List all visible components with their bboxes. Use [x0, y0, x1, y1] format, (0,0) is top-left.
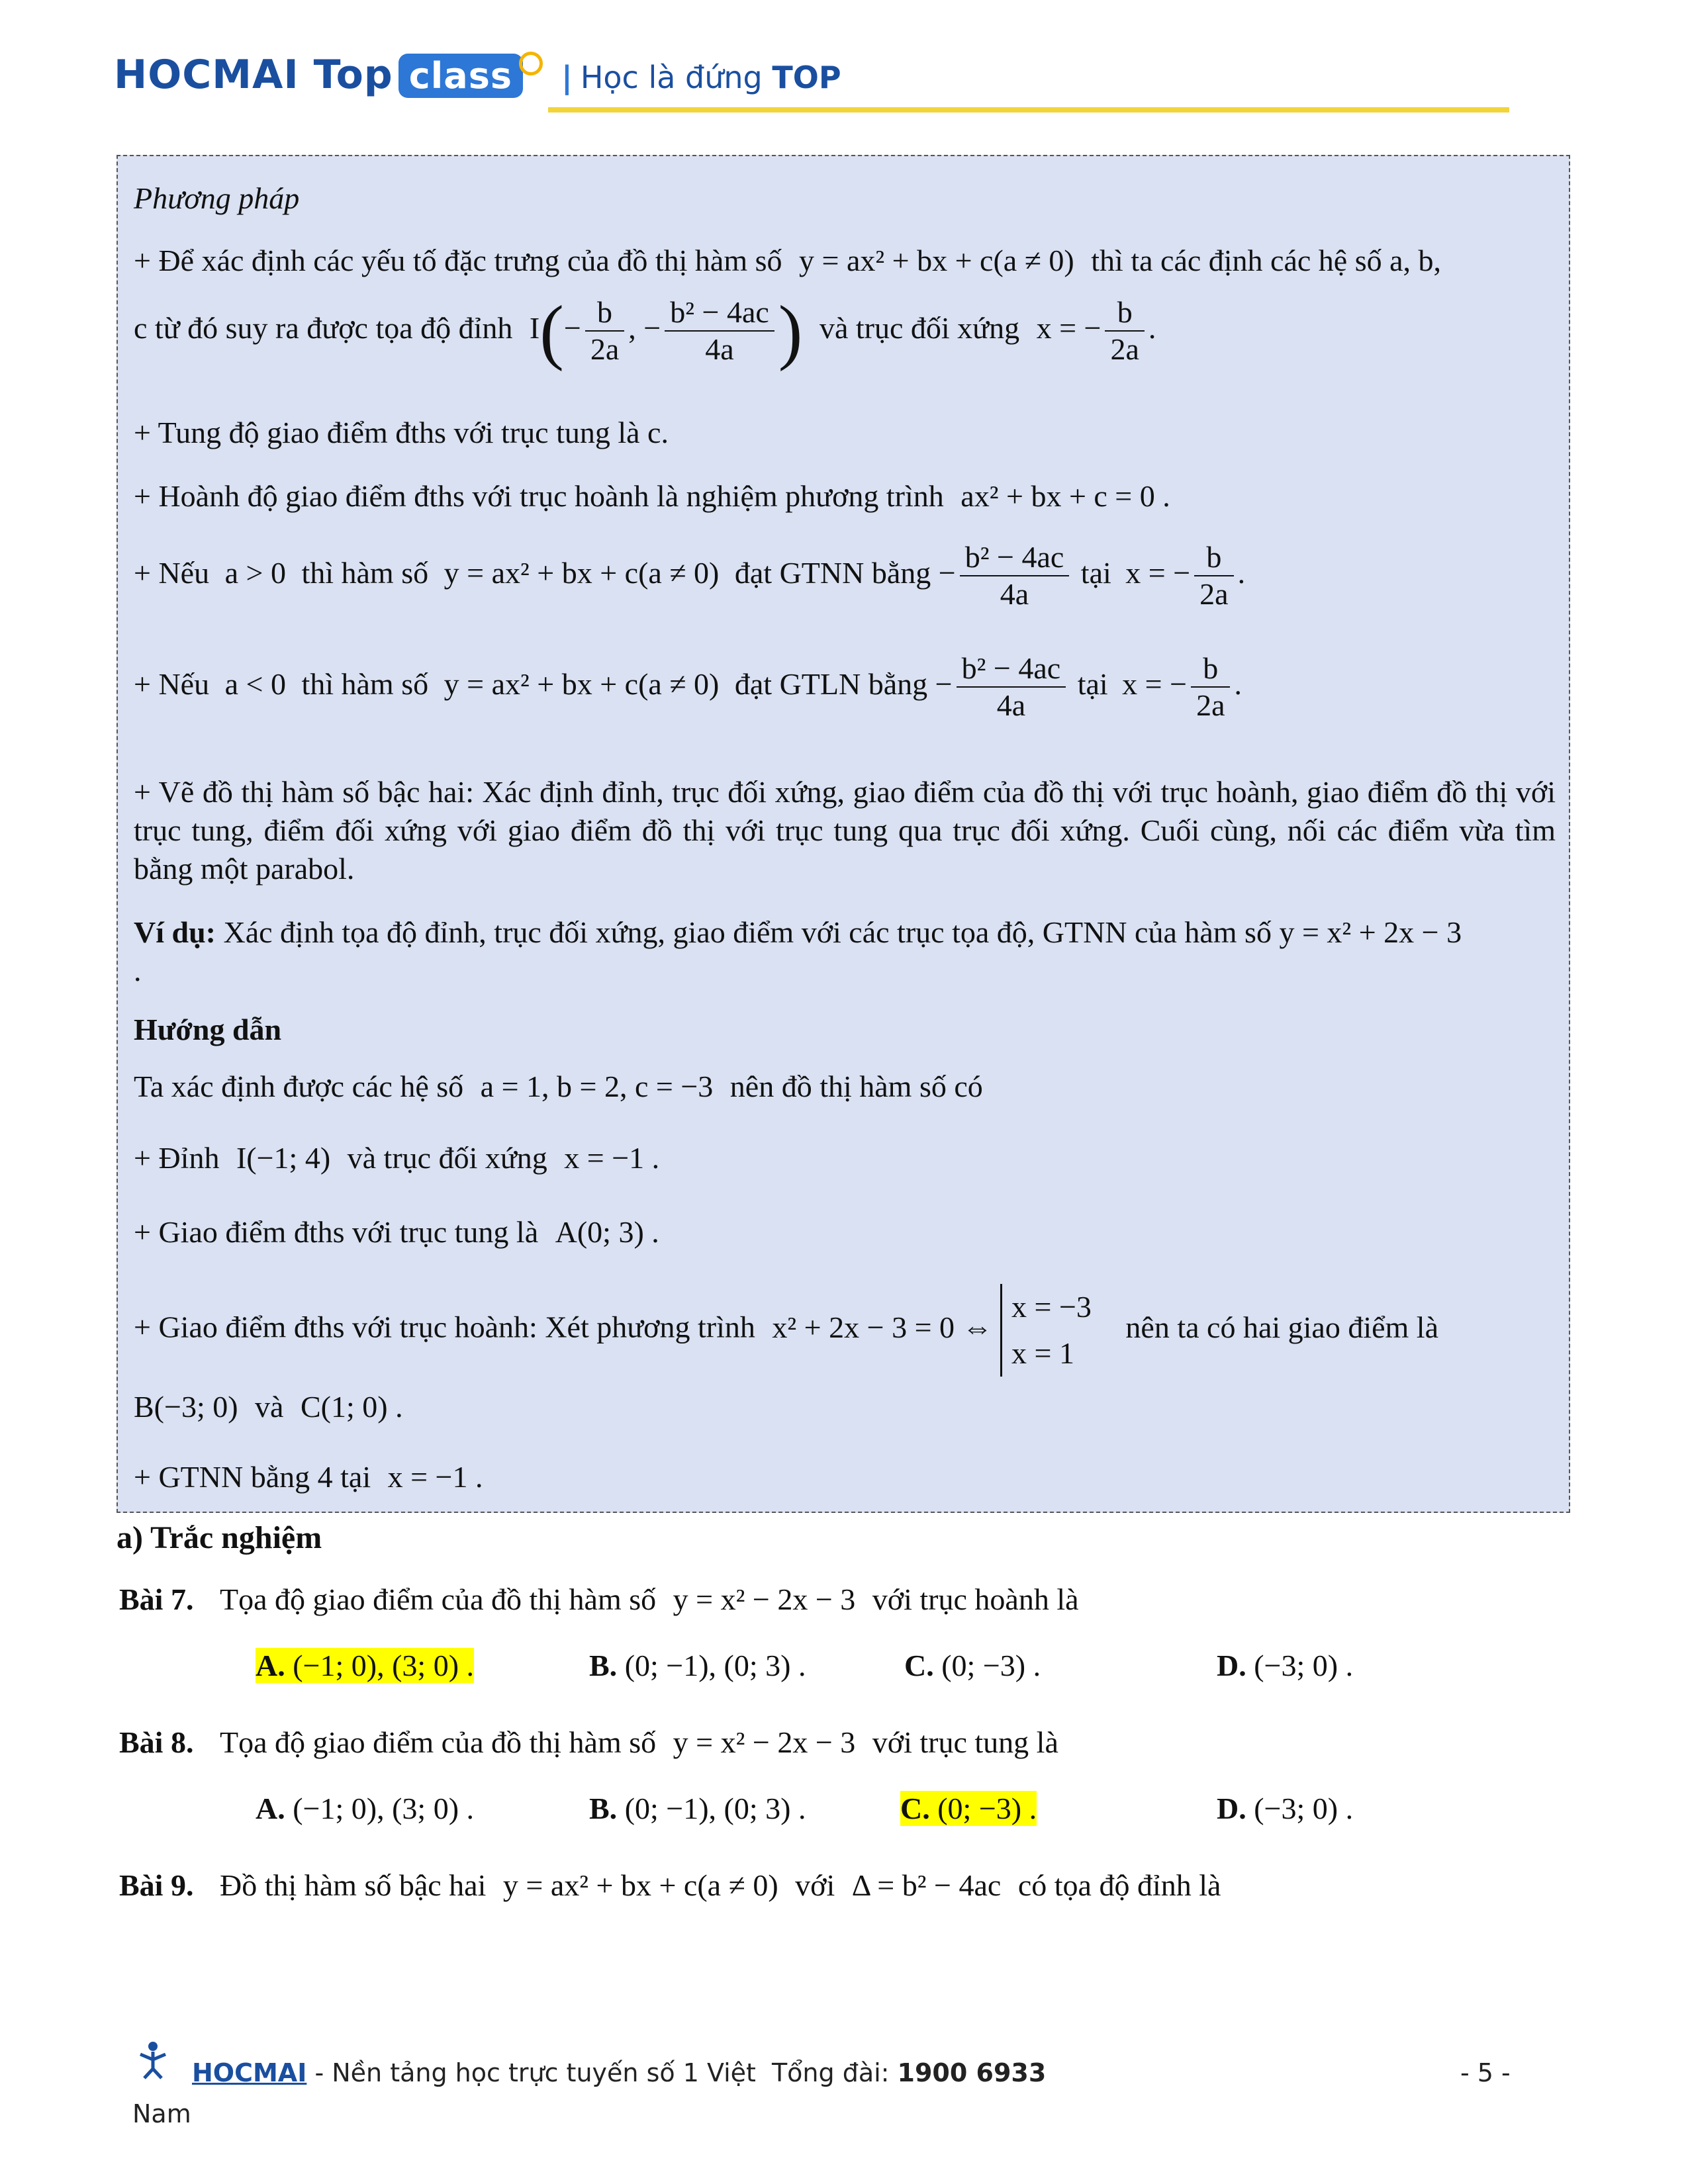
method-line-1: [134, 242, 1441, 279]
guide-line-3: [134, 1214, 659, 1251]
method-box: [117, 155, 1570, 1513]
method-line-2: c từ đó suy ra được tọa độ đỉnh I(− $\frac{b}{2a}$ , − $\frac{\text{b² − 4ac}}{4a}$ ) và trục đối xứng x = − $\frac{b}{2a}$ .: [134, 291, 1156, 372]
text: nên ta có hai giao điểm là: [1125, 1310, 1439, 1344]
guide-line-2: [134, 1140, 659, 1177]
text: tại: [1077, 667, 1108, 701]
section-title: a) Trắc nghiệm: [117, 1520, 322, 1555]
example-label: Ví dụ:: [134, 915, 216, 949]
example: [134, 913, 1556, 990]
text: + Giao điểm đths với trục tung là: [134, 1215, 539, 1249]
formula: A(0; 3) .: [555, 1215, 659, 1249]
formula: B(−3; 0): [134, 1390, 238, 1424]
paren-open: (: [539, 291, 564, 372]
question-text: Tọa độ giao điểm của đồ thị hàm số: [219, 1725, 657, 1759]
text: đạt GTNN bằng: [734, 556, 931, 590]
question-label: Bài 7.: [119, 1582, 194, 1616]
formula: y = ax² + bx + c(a ≠ 0): [799, 244, 1074, 277]
text: đạt GTLN bằng: [734, 667, 928, 701]
text: tại: [1080, 556, 1111, 590]
hocmai-logo-icon: [132, 2040, 173, 2081]
formula: x = −1 .: [387, 1460, 483, 1494]
fraction: $\frac{\text{b² − 4ac}}{4a}$: [960, 539, 1070, 612]
footer-line: [192, 2058, 1046, 2087]
text: + Để xác định các yếu tố đặc trưng của đồ thị hàm số: [134, 244, 782, 277]
question-9: [119, 1868, 1221, 1903]
question-text: với trục tung là: [872, 1725, 1058, 1759]
q7-option-a[interactable]: A. (−1; 0), (3; 0) .: [256, 1649, 475, 1682]
text: c từ đó suy ra được tọa độ đỉnh: [134, 311, 513, 345]
footer-text-2: Nam: [132, 2099, 191, 2128]
header-underline: [548, 107, 1509, 113]
footer-text: - Nền tảng học trực tuyến số 1 Việt: [306, 2058, 756, 2087]
formula: y = ax² + bx + c(a ≠ 0): [502, 1868, 778, 1902]
formula: y = ax² + bx + c(a ≠ 0): [444, 556, 720, 590]
brand-logo: [114, 52, 543, 98]
text: .: [134, 954, 142, 987]
formula: I(−1; 4): [236, 1141, 331, 1175]
formula: x² + 2x − 3 = 0 ⇔: [772, 1310, 993, 1344]
formula: a < 0: [224, 667, 286, 701]
formula: C(1; 0) .: [300, 1390, 403, 1424]
question-7: [119, 1582, 1079, 1617]
text: thì ta các định các hệ số a, b,: [1091, 244, 1442, 277]
fraction: $\frac{b}{2a}$: [1191, 651, 1230, 723]
formula: y = ax² + bx + c(a ≠ 0): [444, 667, 720, 701]
q8-option-c[interactable]: C. (0; −3) .: [900, 1792, 1037, 1825]
text: + GTNN bằng 4 tại: [134, 1460, 371, 1494]
text: + Đỉnh: [134, 1141, 220, 1175]
footer-hotline: 1900 6933: [897, 2058, 1047, 2087]
text: + Hoành độ giao điểm đths với trục hoành là nghiệm phương trình: [134, 479, 944, 513]
header-tagline: [561, 60, 841, 95]
formula: x = −: [1122, 667, 1188, 701]
method-line-4: [134, 478, 1170, 515]
divider-icon: |: [561, 60, 573, 95]
question-text: Đồ thị hàm số bậc hai: [219, 1868, 487, 1902]
guide-line-1: [134, 1068, 983, 1105]
formula: y = x² − 2x − 3: [673, 1725, 856, 1759]
formula: a > 0: [224, 556, 286, 590]
text: + Nếu: [134, 556, 210, 590]
fraction: $\frac{b}{2a}$: [1194, 539, 1233, 612]
guide-line-4: [134, 1284, 1556, 1377]
method-title: Phương pháp: [134, 181, 300, 215]
example-text: Xác định tọa độ đỉnh, trục đối xứng, giao điểm với các trục tọa độ, GTNN của hàm số: [223, 915, 1272, 949]
vertex-symbol: I: [529, 311, 540, 345]
method-line-3: + Tung độ giao điểm đths với trục tung là c.: [134, 416, 669, 449]
q8-option-d[interactable]: D. (−3; 0) .: [1217, 1792, 1354, 1825]
q7-option-b[interactable]: B. (0; −1), (0; 3) .: [589, 1649, 806, 1682]
sun-icon: [519, 52, 543, 75]
guide-line-5: [134, 1388, 403, 1426]
question-8: [119, 1725, 1058, 1760]
question-text: với trục hoành là: [872, 1582, 1079, 1616]
method-line-6: + Nếu a < 0 thì hàm số y = ax² + bx + c(a ≠ 0) đạt GTLN bằng − $\frac{\text{b² − 4ac}}{4a}$ tại x = − $\frac{b}{2a}$ .: [134, 651, 1242, 723]
question-text: Tọa độ giao điểm của đồ thị hàm số: [219, 1582, 657, 1616]
brand-class-pill: class: [399, 54, 523, 98]
guide-line-6: [134, 1459, 483, 1496]
footer-brand-link[interactable]: HOCMAI: [192, 2058, 307, 2087]
text: Ta xác định được các hệ số: [134, 1069, 464, 1103]
text: và trục đối xứng: [819, 311, 1020, 345]
page-number: - 5 -: [1460, 2058, 1511, 2087]
guide-title: Hướng dẫn: [134, 1013, 282, 1046]
formula: Δ = b² − 4ac: [851, 1868, 1002, 1902]
question-label: Bài 9.: [119, 1868, 194, 1902]
question-text: có tọa độ đỉnh là: [1017, 1868, 1221, 1902]
formula: x = −1 .: [564, 1141, 660, 1175]
fraction: $\frac{b}{2a}$: [1105, 295, 1144, 367]
fraction: $\frac{b}{2a}$: [585, 295, 624, 367]
formula: a = 1, b = 2, c = −3: [480, 1069, 714, 1103]
brand-main: HOCMAI Top: [114, 52, 393, 98]
method-line-5: + Nếu a > 0 thì hàm số y = ax² + bx + c(a ≠ 0) đạt GTNN bằng − $\frac{\text{b² − 4ac}}{4a}$ tại x = − $\frac{b}{2a}$ .: [134, 540, 1246, 612]
method-line-7: + Vẽ đồ thị hàm số bậc hai: Xác định đỉnh, trục đối xứng, giao điểm của đồ thị với trục hoành, giao điểm đồ thị với trục tung, điểm đối xứng với giao điểm đồ thị với trục tung qua trục đối xứng. Cuối cùng, nối các điểm vừa tìm bằng một parabol.: [134, 775, 1556, 886]
question-text: với: [795, 1868, 835, 1902]
cases-bracket: x = −3 x = 1: [1000, 1284, 1092, 1377]
text: thì hàm số: [301, 556, 429, 590]
q8-option-a[interactable]: A. (−1; 0), (3; 0) .: [256, 1792, 475, 1825]
tagline-bold: TOP: [772, 60, 841, 95]
q7-option-d[interactable]: D. (−3; 0) .: [1217, 1649, 1354, 1682]
formula: x = −: [1125, 556, 1191, 590]
tagline-text: Học là đứng: [580, 60, 773, 95]
paren-close: ): [778, 291, 803, 372]
text: + Giao điểm đths với trục hoành: Xét phương trình: [134, 1310, 755, 1344]
formula: y = x² + 2x − 3: [1279, 915, 1462, 949]
formula: y = x² − 2x − 3: [673, 1582, 856, 1616]
text: thì hàm số: [301, 667, 429, 701]
fraction: $\frac{\text{b² − 4ac}}{4a}$: [957, 651, 1066, 723]
text: và trục đối xứng: [347, 1141, 547, 1175]
formula: x = −: [1036, 311, 1102, 345]
footer-hotline-label: Tổng đài:: [771, 2058, 898, 2087]
question-label: Bài 8.: [119, 1725, 194, 1759]
formula: ax² + bx + c = 0 .: [961, 479, 1170, 513]
text: + Nếu: [134, 667, 210, 701]
q7-option-c[interactable]: C. (0; −3) .: [904, 1649, 1041, 1682]
fraction: $\frac{\text{b² − 4ac}}{4a}$: [665, 295, 774, 367]
q8-option-b[interactable]: B. (0; −1), (0; 3) .: [589, 1792, 806, 1825]
text: nên đồ thị hàm số có: [729, 1069, 983, 1103]
text: và: [255, 1390, 284, 1424]
